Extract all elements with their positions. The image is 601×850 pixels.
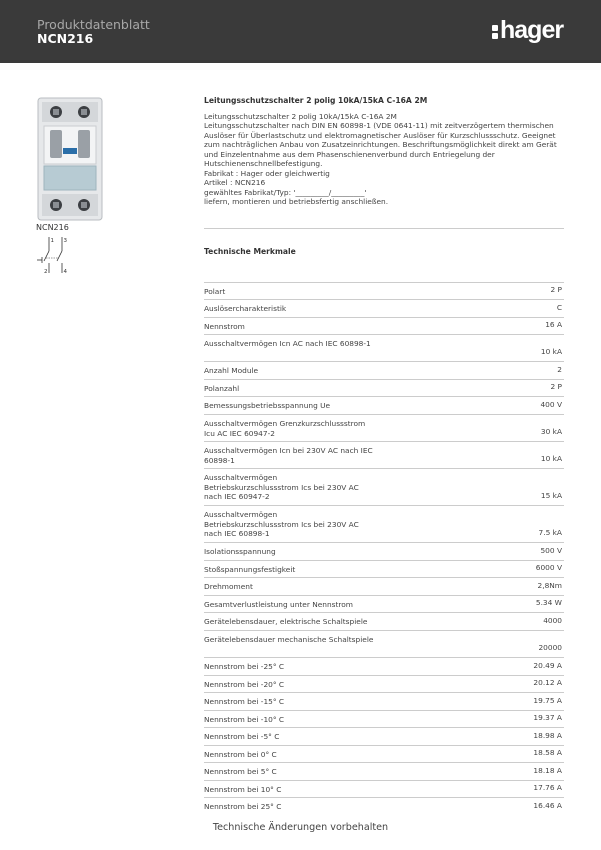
spec-row bbox=[204, 762, 564, 780]
description-line: Leitungsschutzschalter 2 polig 10kA/15kA C-16A 2M bbox=[204, 111, 397, 121]
spec-row bbox=[204, 577, 564, 595]
spec-row bbox=[204, 630, 564, 657]
spec-label: Polart bbox=[204, 287, 226, 296]
spec-label: Nennstrom bei -5° C bbox=[204, 732, 280, 741]
description-line: liefern, montieren und betriebsfertig anschließen. bbox=[204, 197, 389, 206]
description-line: Fabrikat : Hager oder gleichwertig bbox=[204, 168, 330, 178]
terminal-label: 1 bbox=[50, 238, 54, 244]
spec-label: Stoßspannungsfestigkeit bbox=[204, 565, 296, 574]
spec-label: Anzahl Module bbox=[204, 366, 259, 375]
product-image bbox=[36, 96, 104, 222]
spec-value: 500 V bbox=[540, 546, 562, 556]
spec-value: 10 kA bbox=[540, 347, 562, 357]
logo-mark-icon bbox=[492, 20, 498, 40]
spec-value: 2 bbox=[557, 365, 562, 375]
spec-value: 19.37 A bbox=[533, 713, 562, 723]
spec-value: 18.58 A bbox=[533, 748, 562, 758]
description-title: Leitungsschutzschalter 2 polig 10kA/15kA C-16A 2M bbox=[204, 96, 428, 105]
spec-label: Gesamtverlustleistung unter Nennstrom bbox=[204, 600, 353, 609]
section-title: Technische Merkmale bbox=[204, 247, 296, 256]
spec-value: 18.18 A bbox=[533, 766, 562, 776]
spec-row bbox=[204, 414, 564, 441]
logo-wordmark: hager bbox=[500, 16, 564, 44]
spec-value: 6000 V bbox=[535, 563, 562, 573]
spec-row bbox=[204, 797, 564, 815]
description-line: Leitungsschutzschalter nach DIN EN 60898-1 (VDE 0641-11) mit zeitverzögertem thermischen bbox=[204, 121, 554, 130]
spec-row bbox=[204, 505, 564, 542]
product-code-heading: NCN216 bbox=[37, 31, 94, 46]
spec-label: Auslösercharakteristik bbox=[204, 304, 287, 313]
spec-value: 20000 bbox=[538, 643, 562, 653]
spec-label: Nennstrom bei 10° C bbox=[204, 785, 282, 794]
spec-value: 4000 bbox=[543, 616, 562, 626]
spec-row bbox=[204, 542, 564, 560]
spec-label: Polanzahl bbox=[204, 384, 240, 393]
spec-row bbox=[204, 317, 564, 334]
spec-row bbox=[204, 780, 564, 797]
spec-label: Drehmoment bbox=[204, 582, 253, 591]
spec-row bbox=[204, 727, 564, 745]
spec-value: 16.46 A bbox=[533, 801, 562, 811]
spec-row bbox=[204, 692, 564, 710]
spec-label: Bemessungsbetriebsspannung Ue bbox=[204, 401, 331, 410]
spec-row bbox=[204, 745, 564, 762]
product-image-caption: NCN216 bbox=[36, 223, 69, 232]
spec-value: C bbox=[556, 303, 562, 313]
spec-value: 17.76 A bbox=[533, 783, 562, 793]
spec-row bbox=[204, 612, 564, 630]
spec-label: Nennstrom bei -15° C bbox=[204, 697, 285, 706]
spec-row bbox=[204, 396, 564, 414]
spec-value: 2,8Nm bbox=[537, 581, 562, 591]
description-line: gewähltes Fabrikat/Typ: '_________/_________' bbox=[204, 187, 367, 197]
spec-label: Nennstrom bei 0° C bbox=[204, 750, 277, 759]
spec-label: Ausschaltvermögen Icn AC nach IEC 60898-1 bbox=[204, 339, 371, 348]
spec-label: Nennstrom bei -20° C bbox=[204, 680, 285, 689]
footer-note: Technische Änderungen vorbehalten bbox=[212, 822, 389, 833]
spec-label: Gerätelebensdauer mechanische Schaltspiele bbox=[204, 635, 374, 644]
terminal-label: 3 bbox=[63, 238, 67, 244]
spec-table bbox=[204, 282, 564, 815]
spec-value: 30 kA bbox=[540, 427, 562, 437]
spec-value: 10 kA bbox=[540, 454, 562, 464]
spec-row bbox=[204, 282, 564, 299]
spec-label: Nennstrom bei 5° C bbox=[204, 767, 277, 776]
spec-row bbox=[204, 560, 564, 577]
spec-value: 15 kA bbox=[540, 491, 562, 501]
spec-row bbox=[204, 595, 564, 612]
spec-value: 7.5 kA bbox=[538, 528, 562, 538]
spec-row bbox=[204, 657, 564, 675]
spec-label: Nennstrom bei 25° C bbox=[204, 802, 282, 811]
spec-value: 18.98 A bbox=[533, 731, 562, 741]
product-description bbox=[204, 96, 564, 207]
description-line: Artikel : NCN216 bbox=[204, 178, 266, 187]
spec-row bbox=[204, 299, 564, 317]
spec-label: Nennstrom bei -10° C bbox=[204, 715, 285, 724]
spec-value: 20.12 A bbox=[533, 678, 562, 688]
terminal-label: 4 bbox=[63, 269, 67, 275]
spec-label: Gerätelebensdauer, elektrische Schaltspiele bbox=[204, 617, 368, 626]
spec-value: 2 P bbox=[550, 285, 562, 295]
hager-logo bbox=[492, 17, 563, 43]
description-line: Hutschienenschnellbefestigung. bbox=[204, 159, 323, 168]
divider bbox=[204, 228, 564, 229]
circuit-symbol-icon bbox=[34, 235, 74, 275]
description-line: zum nachträglichen Anbau von Zusatzeinrichtungen. Beschriftungsmöglichkeit direkt am Gerät bbox=[204, 140, 557, 149]
spec-row bbox=[204, 379, 564, 396]
spec-value: 400 V bbox=[540, 400, 562, 410]
spec-label: Ausschaltvermögen Betriebskurzschlussstrom Ics bei 230V AC nach IEC 60898-1 bbox=[204, 510, 359, 539]
spec-row bbox=[204, 441, 564, 468]
document-type: Produktdatenblatt bbox=[37, 17, 150, 32]
terminal-label: 2 bbox=[44, 269, 48, 275]
description-line: und Einzelentnahme aus dem Phasenschienenverbund durch Entriegelung der bbox=[204, 149, 495, 159]
header-bar bbox=[0, 0, 601, 63]
spec-label: Nennstrom bei -25° C bbox=[204, 662, 285, 671]
description-line: Auslöser für Überlastschutz und elektromagnetischer Auslöser für Kurzschlussschutz. Geeignet bbox=[204, 130, 556, 140]
spec-label: Ausschaltvermögen Icn bei 230V AC nach IEC 60898-1 bbox=[204, 446, 373, 465]
spec-value: 2 P bbox=[550, 382, 562, 392]
spec-label: Isolationsspannung bbox=[204, 547, 276, 556]
spec-value: 19.75 A bbox=[533, 696, 562, 706]
spec-row bbox=[204, 468, 564, 505]
spec-label: Ausschaltvermögen Betriebskurzschlussstrom Ics bei 230V AC nach IEC 60947-2 bbox=[204, 473, 359, 502]
spec-row bbox=[204, 675, 564, 692]
spec-row bbox=[204, 334, 564, 361]
spec-row bbox=[204, 361, 564, 379]
spec-value: 20.49 A bbox=[533, 661, 562, 671]
spec-value: 16 A bbox=[545, 320, 562, 330]
spec-row bbox=[204, 710, 564, 727]
spec-label: Nennstrom bbox=[204, 322, 245, 331]
spec-value: 5.34 W bbox=[535, 598, 562, 608]
spec-label: Ausschaltvermögen Grenzkurzschlussstrom Icu AC IEC 60947-2 bbox=[204, 419, 366, 438]
